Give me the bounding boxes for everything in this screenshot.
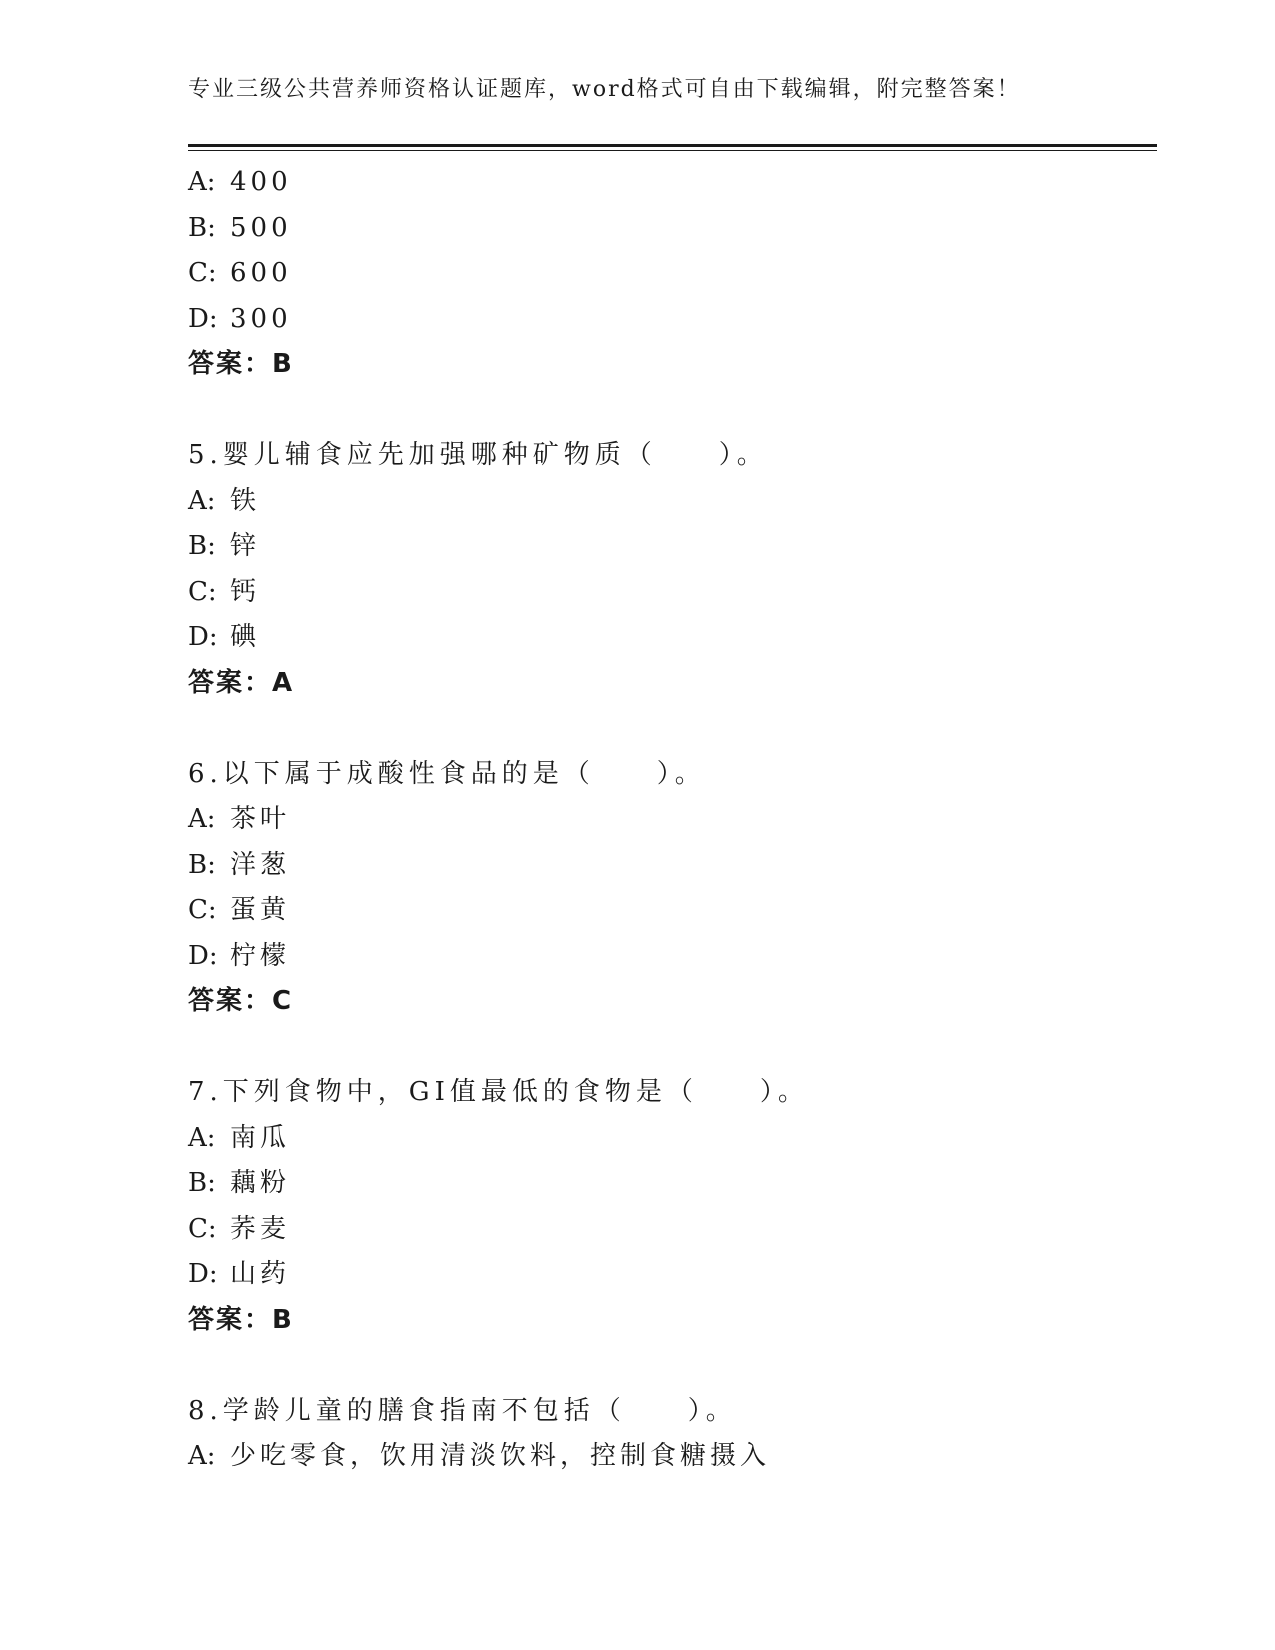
option-a bbox=[188, 1434, 1157, 1480]
answer-line: 答案：C bbox=[188, 986, 294, 1016]
option-label: A: bbox=[188, 1122, 216, 1153]
option-c bbox=[188, 1207, 1157, 1253]
option-b bbox=[188, 843, 1157, 889]
option-text: 碘 bbox=[230, 622, 261, 652]
question-list bbox=[188, 160, 1157, 1480]
option-label: A: bbox=[188, 804, 216, 834]
option-label: D: bbox=[188, 622, 218, 652]
option-label: B: bbox=[188, 1168, 216, 1198]
option-text: 300 bbox=[230, 303, 292, 334]
option-text: 少吃零食，饮用清淡饮料，控制食糖摄入 bbox=[230, 1441, 771, 1471]
answer-line: 答案：B bbox=[188, 1304, 294, 1335]
option-label: C: bbox=[188, 1213, 217, 1244]
question-title: 5.婴儿辅食应先加强哪种矿物质（ ）。 bbox=[188, 440, 768, 470]
option-label: A: bbox=[188, 1441, 216, 1471]
option-c bbox=[188, 570, 1157, 616]
option-b bbox=[188, 206, 1157, 252]
option-label: A: bbox=[188, 167, 216, 197]
question-block-7 bbox=[188, 1070, 1157, 1343]
question-title: 8.学龄儿童的膳食指南不包括（ ）。 bbox=[188, 1395, 737, 1426]
option-text: 茶叶 bbox=[230, 804, 291, 834]
option-a bbox=[188, 160, 1157, 206]
option-c bbox=[188, 888, 1157, 934]
option-label: B: bbox=[188, 212, 216, 243]
option-label: B: bbox=[188, 849, 216, 880]
answer-line: 答案：A bbox=[188, 667, 295, 698]
option-b bbox=[188, 524, 1157, 570]
option-label: B: bbox=[188, 531, 216, 561]
option-label: C: bbox=[188, 895, 217, 925]
option-text: 荞麦 bbox=[230, 1213, 291, 1244]
spacer bbox=[188, 706, 1157, 752]
option-text: 南瓜 bbox=[230, 1122, 291, 1153]
option-text: 铁 bbox=[230, 485, 261, 516]
spacer bbox=[188, 388, 1157, 434]
question-block-4 bbox=[188, 160, 1157, 388]
option-text: 藕粉 bbox=[230, 1168, 291, 1198]
option-text: 锌 bbox=[230, 531, 261, 561]
header-rule-thin bbox=[188, 150, 1157, 151]
option-label: C: bbox=[188, 258, 217, 288]
answer-line: 答案：B bbox=[188, 349, 294, 379]
page-header: 专业三级公共营养师资格认证题库，word格式可自由下载编辑，附完整答案！ bbox=[188, 77, 1021, 102]
spacer bbox=[188, 1025, 1157, 1071]
option-text: 500 bbox=[230, 212, 292, 243]
option-d bbox=[188, 615, 1157, 661]
option-text: 600 bbox=[230, 258, 292, 288]
question-title: 6.以下属于成酸性食品的是（ ）。 bbox=[188, 758, 706, 789]
question-block-6 bbox=[188, 752, 1157, 1025]
option-label: A: bbox=[188, 485, 216, 516]
option-label: D: bbox=[188, 1259, 218, 1289]
option-c bbox=[188, 251, 1157, 297]
option-text: 蛋黄 bbox=[230, 895, 291, 925]
option-b bbox=[188, 1161, 1157, 1207]
option-d bbox=[188, 934, 1157, 980]
question-block-8 bbox=[188, 1389, 1157, 1480]
header-rule-thick bbox=[188, 144, 1157, 147]
option-d bbox=[188, 297, 1157, 343]
question-block-5 bbox=[188, 433, 1157, 706]
option-text: 柠檬 bbox=[230, 940, 291, 971]
option-a bbox=[188, 479, 1157, 525]
spacer bbox=[188, 1343, 1157, 1389]
option-a bbox=[188, 797, 1157, 843]
option-text: 山药 bbox=[230, 1259, 291, 1289]
option-label: D: bbox=[188, 940, 218, 971]
option-label: D: bbox=[188, 303, 218, 334]
option-label: C: bbox=[188, 576, 217, 607]
option-d bbox=[188, 1252, 1157, 1298]
question-title: 7.下列食物中，GI值最低的食物是（ ）。 bbox=[188, 1077, 809, 1107]
option-text: 洋葱 bbox=[230, 849, 291, 880]
option-text: 钙 bbox=[230, 576, 261, 607]
option-a bbox=[188, 1116, 1157, 1162]
option-text: 400 bbox=[230, 167, 292, 197]
